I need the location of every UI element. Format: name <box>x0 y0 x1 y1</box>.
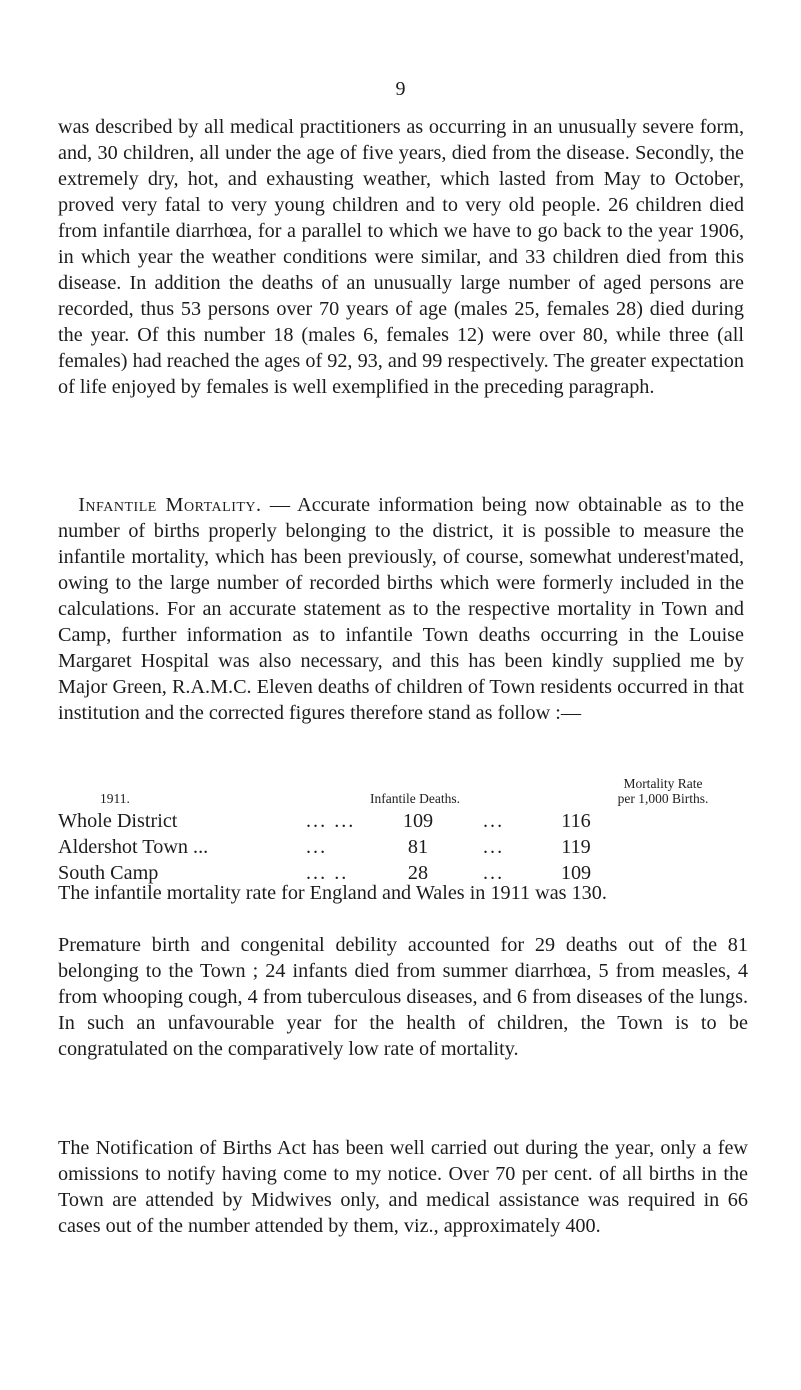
cell-leader: ... <box>483 862 505 884</box>
cell-deaths: 81 <box>407 836 429 858</box>
paragraph-body: — Accurate information being now obtainable as to the number of births properly belonging to the district, it is possible to measure the infantile mortality, which has been previously, of course, somewhat underest'mated, owing to the large number of recorded births which were formerly included in the calculations. For an accurate statement as to the respective mortality in Town and Camp, further information as to infantile Town deaths occurring in the Louise Margaret Hospital was also necessary, and this has been kindly supplied me by Major Green, R.A.M.C. Eleven deaths of children of Town residents occurred in that institution and the corrected figures therefore stand as follow :— <box>58 494 745 724</box>
paragraph-text: The Notification of Births Act has been well carried out during the year, only a few omissions to notify having come to my notice. Over 70 per cent. of all births in the Town are attended by Midwives only, and medical assistance was required in 66 cases out of the number attended by them, viz., approximately 400. <box>58 1137 748 1237</box>
mortality-table <box>58 770 748 886</box>
paragraph-text: Premature birth and congenital debility accounted for 29 deaths out of the 81 belonging to the Town ; 24 infants died from summer diarrhœa, 5 from measles, 4 from whooping cough, 4 from tuberculous diseases, and 6 from diseases of the lungs. In such an unfavourable year for the health of children, the Town is to be congratulated on the comparatively low rate of mortality. <box>58 934 748 1060</box>
header-rate-line1: Mortality Rate <box>623 776 703 791</box>
paragraph-text: The infantile mortality rate for England and Wales in 1911 was 130. <box>58 882 607 904</box>
cell-rate: 109 <box>560 862 592 884</box>
cell-rate: 119 <box>561 836 591 858</box>
paragraph-text <box>58 492 744 726</box>
cell-leader: ... <box>483 810 505 832</box>
header-deaths: Infantile Deaths. <box>370 791 460 806</box>
section-heading: Infantile Mortality. <box>78 494 262 516</box>
table-row <box>58 834 748 860</box>
cell-leader: ... ... <box>306 810 356 832</box>
cell-deaths: 109 <box>402 810 434 832</box>
cell-area: Whole District <box>58 810 178 832</box>
cell-leader: ... <box>306 836 328 858</box>
paragraph-infantile-mortality <box>58 492 744 726</box>
cell-area: South Camp <box>58 862 159 884</box>
header-rate-line2: per 1,000 Births. <box>617 791 709 806</box>
paragraph-causes <box>58 932 748 1062</box>
paragraph-notification-act <box>58 1135 748 1239</box>
paragraph-epidemic <box>58 114 744 400</box>
cell-leader: ... .. <box>306 862 349 884</box>
header-rate <box>588 776 738 806</box>
table-header <box>58 770 748 808</box>
header-year: 1911. <box>100 791 130 806</box>
cell-deaths: 28 <box>407 862 429 884</box>
page-number: 9 <box>395 78 406 100</box>
paragraph-text: was described by all medical practitioners as occurring in an unusually severe form, and, 30 children, all under the age of five years, died from the disease. Secondly, the extremely dry, hot, and exhausting weather, which lasted from May to October, proved very fatal to very young children and to very old people. 26 children died from infantile diarrhœa, for a parallel to which we have to go back to the year 1906, in which year the weather conditions were similar, and 33 children died from this disease. In addition the deaths of an unusually large number of aged persons are recorded, thus 53 persons over 70 years of age (males 25, females 28) died during the year. Of this number 18 (males 6, females 12) were over 80, while three (all females) had reached the ages of 92, 93, and 99 respectively. The greater expectation of life enjoyed by females is well exemplified in the preceding paragraph. <box>58 116 744 398</box>
cell-area: Aldershot Town ... <box>58 836 209 858</box>
cell-rate: 116 <box>561 810 591 832</box>
paragraph-england-wales-rate <box>58 880 748 906</box>
table-row <box>58 808 748 834</box>
cell-leader: ... <box>483 836 505 858</box>
